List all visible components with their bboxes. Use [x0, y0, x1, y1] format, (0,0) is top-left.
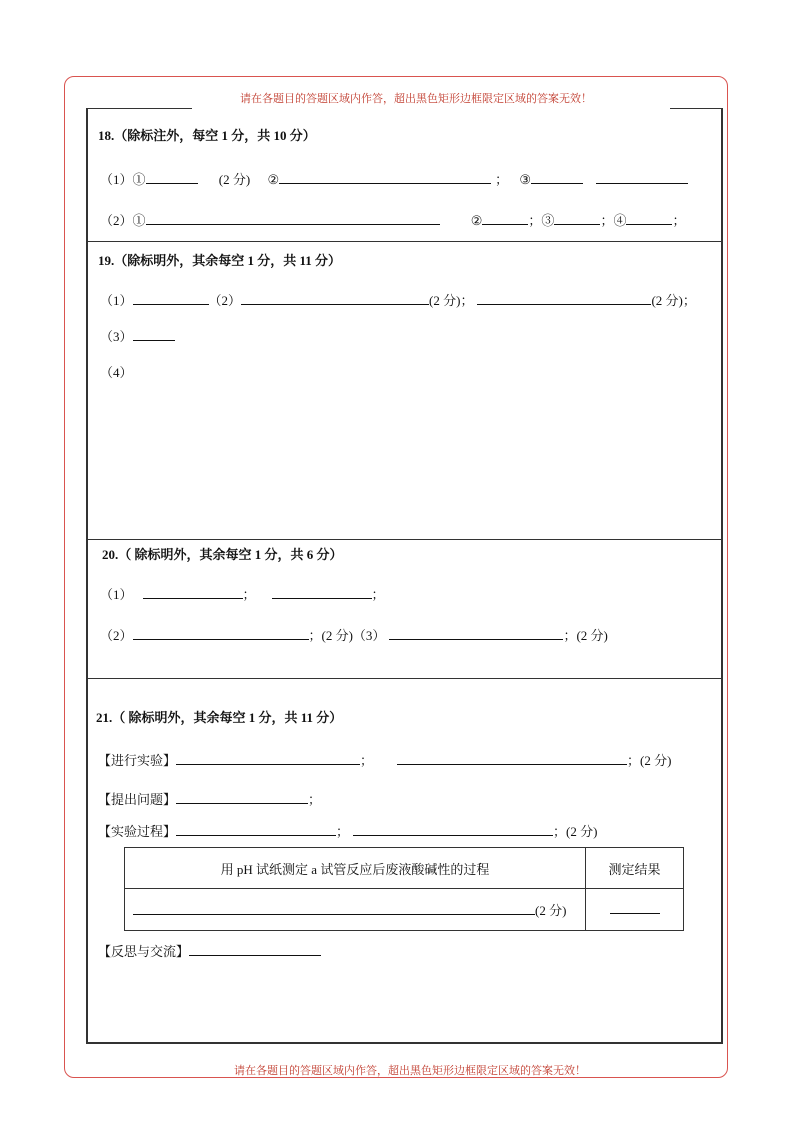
- q18-l1-label: （1）①: [100, 172, 146, 187]
- q21-process: 【实验过程】 ； ；(2 分): [98, 824, 598, 839]
- q19-blank-3[interactable]: [477, 292, 651, 305]
- q21-title: 21.（ 除标明外，其余每空 1 分，共 11 分）: [96, 710, 343, 725]
- q18-line1: （1）① (2 分) ② ； ③: [100, 171, 688, 188]
- q21-question: 【提出问题】 ；: [98, 792, 322, 807]
- q18-blank-8[interactable]: [626, 212, 672, 225]
- q18-circle3: ③: [519, 172, 532, 187]
- q19-blank-1[interactable]: [133, 292, 209, 305]
- table-process-cell: [125, 889, 586, 931]
- frame-top-right: [670, 108, 723, 109]
- q18-line2: （2）① ② ；③ ；④ ；: [100, 213, 686, 228]
- table-result-cell: [586, 889, 684, 931]
- frame-top-left: [86, 108, 192, 109]
- q21-blank-1[interactable]: [176, 752, 360, 765]
- q18-blank-5[interactable]: [146, 212, 440, 225]
- q21-reflection: 【反思与交流】: [98, 943, 321, 960]
- q20-blank-2[interactable]: [272, 586, 372, 599]
- q20-blank-1[interactable]: [143, 586, 243, 599]
- table-blank-process[interactable]: [133, 902, 535, 915]
- q20-line1: （1） ； ；: [100, 587, 385, 602]
- q19-line2: （3）: [100, 328, 175, 345]
- q19-title: 19.（除标明外，其余每空 1 分，共 11 分）: [98, 253, 342, 268]
- q19-blank-2[interactable]: [241, 292, 429, 305]
- ph-test-table: [124, 847, 684, 931]
- q21-blank-4[interactable]: [176, 823, 336, 836]
- q20-title: 20.（ 除标明外，其余每空 1 分，共 6 分）: [102, 547, 343, 562]
- divider-18-19: [86, 241, 723, 242]
- bottom-warning: 请在各题目的答题区域内作答，超出黑色矩形边框限定区域的答案无效！: [234, 1065, 586, 1077]
- q18-blank-6[interactable]: [482, 212, 528, 225]
- q21-blank-6[interactable]: [189, 943, 321, 956]
- q21-blank-5[interactable]: [353, 823, 553, 836]
- q21-blank-2[interactable]: [397, 752, 627, 765]
- q20-blank-3[interactable]: [133, 627, 309, 640]
- q21-experiment: 【进行实验】 ； ；(2 分): [98, 753, 672, 768]
- q18-blank-2[interactable]: [279, 171, 491, 184]
- q18-blank-3[interactable]: [531, 171, 583, 184]
- q20-line2: （2） ；(2 分)（3） ；(2 分): [100, 628, 608, 643]
- q18-circle2: ②: [267, 172, 280, 187]
- q18-blank-7[interactable]: [554, 212, 600, 225]
- q18-blank-1[interactable]: [146, 171, 198, 184]
- q18-title: 18.（除标注外，每空 1 分，共 10 分）: [98, 128, 316, 143]
- divider-20-21: [86, 678, 723, 679]
- divider-19-20: [86, 539, 723, 540]
- q21-blank-3[interactable]: [176, 791, 308, 804]
- q19-line3: （4）: [100, 365, 133, 380]
- table-header-process: 用 pH 试纸测定 a 试管反应后废液酸碱性的过程: [125, 848, 586, 889]
- q20-blank-4[interactable]: [389, 627, 563, 640]
- q19-blank-4[interactable]: [133, 328, 175, 341]
- q19-line1: （1） （2） (2 分)； (2 分)；: [100, 293, 696, 308]
- q18-score: (2 分): [218, 172, 251, 187]
- q18-blank-4[interactable]: [596, 171, 688, 184]
- table-blank-result[interactable]: [610, 901, 660, 914]
- top-warning: 请在各题目的答题区域内作答，超出黑色矩形边框限定区域的答案无效！: [240, 93, 592, 105]
- table-score: (2 分): [535, 903, 567, 918]
- table-header-result: 测定结果: [586, 848, 684, 889]
